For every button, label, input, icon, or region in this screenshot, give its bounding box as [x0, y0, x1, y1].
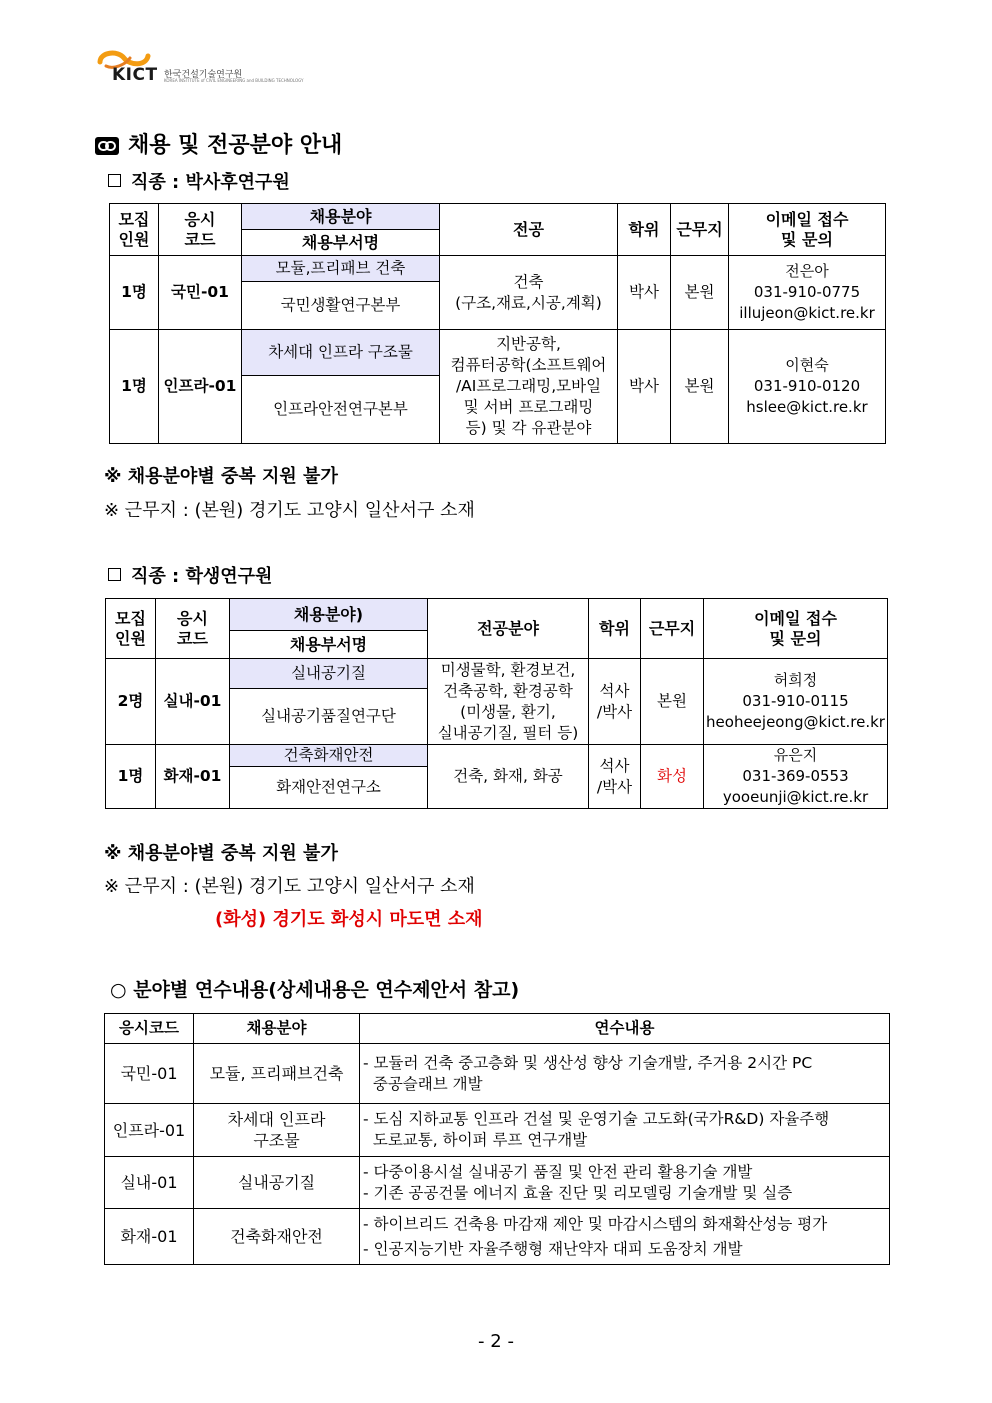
header-content: 연수내용	[360, 1014, 890, 1044]
table-row	[105, 1209, 890, 1265]
cell-code: 실내-01	[105, 1157, 194, 1209]
checkbox-square-icon	[108, 174, 121, 187]
section3-heading: ○ 분야별 연수내용(상세내용은 연수제안서 참고)	[110, 979, 520, 1001]
cell-code: 화재-01	[105, 1209, 194, 1265]
cell-content: - 하이브리드 건축용 마감재 제안 및 마감시스템의 화재확산성능 평가 - 인공지능기반 자율주행형 재난약자 대피 도움장치 개발	[360, 1209, 890, 1265]
checkbox-square-icon	[108, 568, 121, 581]
cell-code: 국민-01	[159, 256, 242, 330]
table-row	[106, 659, 888, 689]
header-code: 응시 코드	[159, 204, 242, 256]
cell-contact: 유은지 031-369-0553 yooeunji@kict.re.kr	[704, 745, 888, 809]
page-number: - 2 -	[478, 1331, 514, 1352]
cell-dept: 실내공기품질연구단	[230, 689, 428, 745]
cell-field: 차세대 인프라 구조물	[242, 330, 440, 376]
table-row	[105, 1104, 890, 1157]
cell-field: 실내공기질	[194, 1157, 360, 1209]
section2-heading	[108, 562, 272, 588]
section2-note-location: ※ 근무지 : (본원) 경기도 고양시 일산서구 소재	[104, 876, 475, 897]
cell-dept: 화재안전연구소	[230, 767, 428, 809]
section2-note-hwaseong: (화성) 경기도 화성시 마도면 소재	[215, 909, 483, 930]
header-contact: 이메일 접수 및 문의	[729, 204, 886, 256]
cell-major: 건축 (구조,재료,시공,계획)	[440, 256, 618, 330]
section2-note-duplicate: ※ 채용분야별 중복 지원 불가	[104, 843, 338, 864]
header-code: 응시코드	[105, 1014, 194, 1044]
cell-field: 모듈,프리패브 건축	[242, 256, 440, 282]
header-code: 응시 코드	[156, 599, 230, 659]
table-row	[110, 330, 886, 376]
header-field: 채용분야	[242, 204, 440, 230]
cell-content: - 도심 지하교통 인프라 건설 및 운영기술 고도화(국가R&D) 자율주행 도로교통, 하이퍼 루프 연구개발	[360, 1104, 890, 1157]
header-field: 채용분야	[194, 1014, 360, 1044]
cell-people: 1명	[110, 330, 159, 444]
postdoc-table	[109, 203, 886, 444]
page-title-text: 채용 및 전공분야 안내	[128, 133, 343, 158]
table-row	[106, 745, 888, 767]
header-people: 모집 인원	[110, 204, 159, 256]
cell-location: 본원	[641, 659, 704, 745]
cell-contact: 허희정 031-910-0115 heoheejeong@kict.re.kr	[704, 659, 888, 745]
cell-field: 건축화재안전	[194, 1209, 360, 1265]
cell-people: 1명	[106, 745, 156, 809]
kict-logo	[96, 48, 304, 88]
training-content-table	[104, 1013, 890, 1265]
cell-major: 지반공학, 컴퓨터공학(소프트웨어 /AI프로그래밍,모바일 및 서버 프로그래밍 등) 및 각 유관분야	[440, 330, 618, 444]
cell-field: 차세대 인프라 구조물	[194, 1104, 360, 1157]
section1-heading-text: 직종 : 박사후연구원	[131, 172, 290, 193]
cell-degree: 석사 /박사	[589, 659, 641, 745]
header-location: 근무지	[641, 599, 704, 659]
cell-degree: 박사	[618, 330, 671, 444]
section1-heading	[108, 168, 290, 194]
cell-content: - 다중이용시설 실내공기 품질 및 안전 관리 활용기술 개발 - 기존 공공건물 에너지 효율 진단 및 리모델링 기술개발 및 실증	[360, 1157, 890, 1209]
cell-degree: 박사	[618, 256, 671, 330]
table-row	[105, 1044, 890, 1104]
cell-dept: 국민생활연구본부	[242, 282, 440, 330]
header-location: 근무지	[671, 204, 729, 256]
table-row	[105, 1157, 890, 1209]
link-icon	[94, 136, 120, 156]
logo-brand: KICT	[112, 65, 158, 85]
cell-field: 실내공기질	[230, 659, 428, 689]
cell-dept: 인프라안전연구본부	[242, 376, 440, 444]
table-row	[110, 256, 886, 282]
header-people: 모집 인원	[106, 599, 156, 659]
cell-major: 미생물학, 환경보건, 건축공학, 환경공학 (미생물, 환기, 실내공기질, 필터 등)	[428, 659, 589, 745]
cell-location: 화성	[641, 745, 704, 809]
header-major: 전공분야	[428, 599, 589, 659]
header-dept: 채용부서명	[230, 631, 428, 659]
page-title	[94, 128, 342, 159]
cell-people: 2명	[106, 659, 156, 745]
cell-major: 건축, 화재, 화공	[428, 745, 589, 809]
cell-contact: 이현숙 031-910-0120 hslee@kict.re.kr	[729, 330, 886, 444]
student-researcher-table	[105, 598, 888, 809]
cell-field: 모듈, 프리패브건축	[194, 1044, 360, 1104]
header-dept: 채용부서명	[242, 230, 440, 256]
cell-contact: 전은아 031-910-0775 illujeon@kict.re.kr	[729, 256, 886, 330]
section1-note-location: ※ 근무지 : (본원) 경기도 고양시 일산서구 소재	[104, 500, 475, 521]
cell-field: 건축화재안전	[230, 745, 428, 767]
logo-subtitle: KOREA INSTITUTE of CIVIL ENGINEERING and BUILDING TECHNOLOGY	[164, 78, 304, 83]
cell-code: 화재-01	[156, 745, 230, 809]
section2-heading-text: 직종 : 학생연구원	[131, 566, 273, 587]
header-major: 전공	[440, 204, 618, 256]
header-degree: 학위	[618, 204, 671, 256]
section1-note-duplicate: ※ 채용분야별 중복 지원 불가	[104, 466, 338, 487]
logo-name: 한국건설기술연구원	[164, 70, 243, 80]
cell-location: 본원	[671, 256, 729, 330]
header-field: 채용분야)	[230, 599, 428, 631]
cell-degree: 석사 /박사	[589, 745, 641, 809]
cell-code: 인프라-01	[105, 1104, 194, 1157]
cell-code: 국민-01	[105, 1044, 194, 1104]
header-contact: 이메일 접수 및 문의	[704, 599, 888, 659]
cell-code: 인프라-01	[159, 330, 242, 444]
cell-location: 본원	[671, 330, 729, 444]
cell-content: - 모듈러 건축 중고층화 및 생산성 향상 기술개발, 주거용 2시간 PC 중공슬래브 개발	[360, 1044, 890, 1104]
cell-code: 실내-01	[156, 659, 230, 745]
header-degree: 학위	[589, 599, 641, 659]
cell-people: 1명	[110, 256, 159, 330]
